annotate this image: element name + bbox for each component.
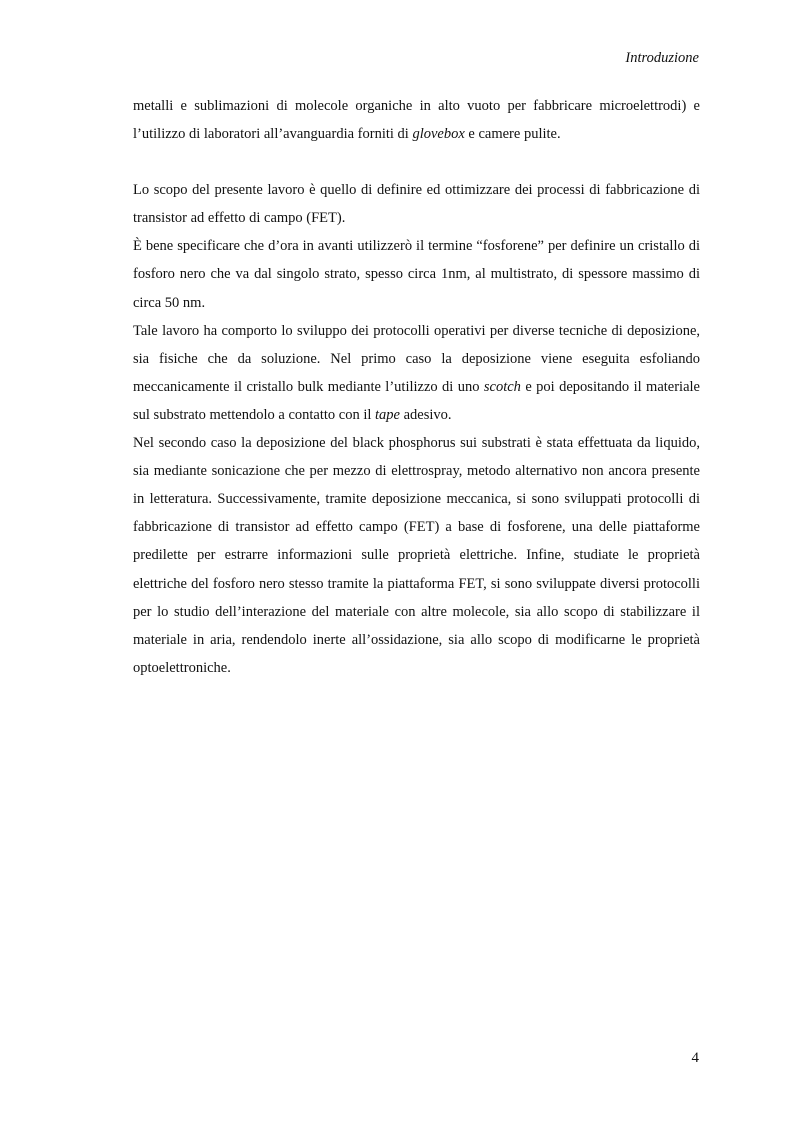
paragraph bbox=[133, 92, 700, 148]
paragraph bbox=[133, 317, 700, 429]
italic-term: scotch bbox=[483, 378, 521, 395]
text-run: adesivo. bbox=[400, 406, 452, 423]
text-run: Tale lavoro ha comporto lo sviluppo dei protocolli operativi per diverse tecniche di deposizione, sia fisiche che da soluzione. Nel primo caso la deposizione viene eseguita esfoliando meccanicamente il cristallo bulk mediante l’utilizzo di uno bbox=[133, 322, 700, 395]
text-run: e poi depositando il materiale sul substrato mettendolo a contatto con il bbox=[133, 378, 700, 423]
text-run: Lo scopo del presente lavoro è quello di definire ed ottimizzare dei processi di fabbricazione di transistor ad effetto di campo (FET). bbox=[133, 182, 700, 227]
paragraph bbox=[133, 232, 700, 316]
italic-term: glovebox bbox=[412, 126, 465, 143]
page-number: 4 bbox=[691, 1050, 699, 1066]
paragraph bbox=[133, 429, 700, 682]
paragraph bbox=[133, 176, 700, 232]
text-run: Nel secondo caso la deposizione del black phosphorus sui substrati è stata effettuata da liquido, sia mediante sonicazione che per mezzo di elettrospray, metodo alternativo non ancora presente in letteratura. Successivamente, tramite deposizione meccanica, si sono sviluppati protocolli di fabbricazione di transistor ad effetto campo (FET) a base di fosforene, una delle piattaforme predilette per estrarre informazioni sulle proprietà elettriche. Infine, studiate le proprietà elettriche del fosforo nero stesso tramite la piattaforma FET, si sono sviluppate diversi protocolli per lo studio dell’interazione del materiale con altre molecole, sia allo scopo di stabilizzare il materiale in aria, rendendolo inerte all’ossidazione, sia allo scopo di modificarne le proprietà optoelettroniche. bbox=[133, 435, 700, 676]
body-text bbox=[133, 92, 700, 682]
running-header: Introduzione bbox=[625, 50, 699, 66]
text-run: metalli e sublimazioni di molecole organiche in alto vuoto per fabbricare microelettrodi) e l’utilizzo di laboratori all’avanguardia forniti di bbox=[133, 98, 700, 143]
text-run: e camere pulite. bbox=[464, 126, 561, 143]
italic-term: tape bbox=[375, 406, 400, 423]
text-run: È bene specificare che d’ora in avanti utilizzerò il termine “fosforene” per definire un cristallo di fosforo nero che va dal singolo strato, spesso circa 1nm, al multistrato, di spessore massimo di circa 50 nm. bbox=[133, 238, 700, 311]
